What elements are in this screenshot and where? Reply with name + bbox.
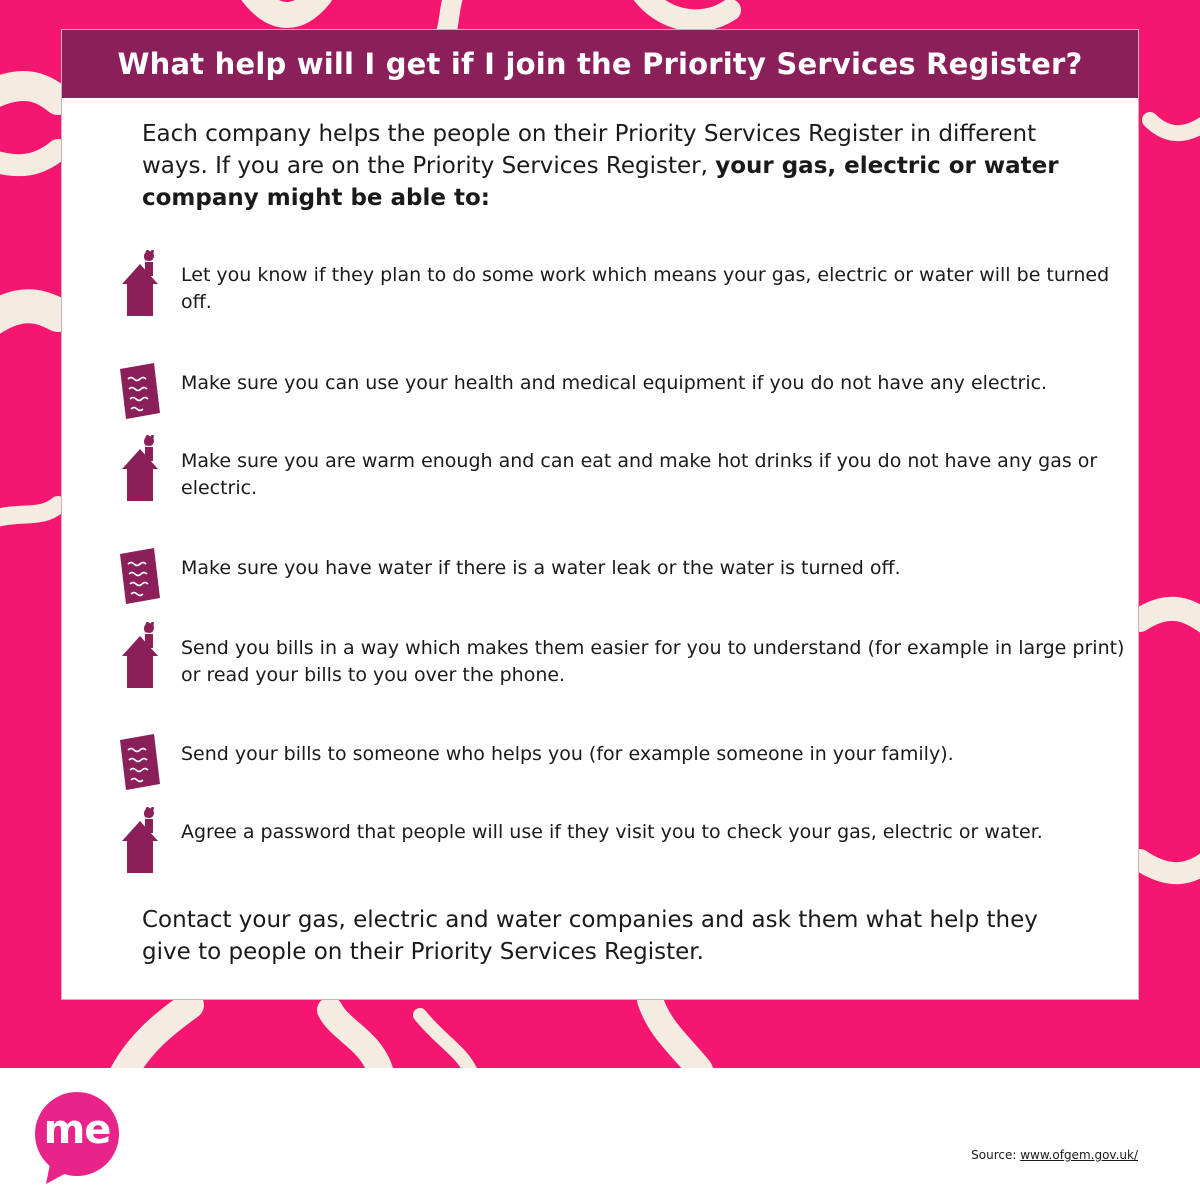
intro-text: Each company helps the people on their Priority Services Register in different ways. If you are on the Priority Services Register,: [142, 121, 1037, 179]
info-card: [61, 29, 1139, 1000]
intro-paragraph: [142, 118, 1102, 214]
house-icon: [116, 807, 164, 879]
house-icon: [116, 622, 164, 694]
help-item: [116, 435, 1126, 515]
help-item-text: Make sure you have water if there is a water leak or the water is turned off.: [181, 557, 901, 579]
document-icon: [116, 728, 164, 800]
document-icon: [116, 542, 164, 614]
logo-text: me: [43, 1107, 111, 1153]
title-bar: [62, 30, 1138, 98]
help-item: [116, 542, 1126, 622]
help-item-text: Agree a password that people will use if they visit you to check your gas, electric or water.: [181, 821, 1043, 843]
help-item: [116, 357, 1126, 437]
help-item: [116, 622, 1126, 702]
help-item-text: Make sure you are warm enough and can eat and make hot drinks if you do not have any gas or electric.: [181, 450, 1098, 499]
intro-bold-text: your gas, electric or water company might be able to:: [142, 153, 1059, 211]
help-item-text: Make sure you can use your health and medical equipment if you do not have any electric.: [181, 372, 1048, 394]
help-item-text: Let you know if they plan to do some work which means your gas, electric or water will be turned off.: [181, 264, 1110, 313]
help-item: [116, 250, 1126, 330]
document-icon: [116, 357, 164, 429]
page-title: What help will I get if I join the Priority Services Register?: [117, 47, 1083, 81]
house-icon: [116, 250, 164, 322]
house-icon: [116, 435, 164, 507]
help-item-text: Send you bills in a way which makes them easier for you to understand (for example in large print) or read your bills to you over the phone.: [181, 637, 1125, 686]
help-item: [116, 728, 1126, 808]
outro-paragraph: Contact your gas, electric and water companies and ask them what help they give to people on their Priority Services Register.: [142, 907, 1038, 965]
source-label: Source:: [971, 1148, 1017, 1162]
source-link[interactable]: www.ofgem.gov.uk/: [1020, 1148, 1138, 1162]
help-item: [116, 807, 1126, 887]
help-item-text: Send your bills to someone who helps you (for example someone in your family).: [181, 743, 954, 765]
source-note: [971, 1148, 1138, 1162]
